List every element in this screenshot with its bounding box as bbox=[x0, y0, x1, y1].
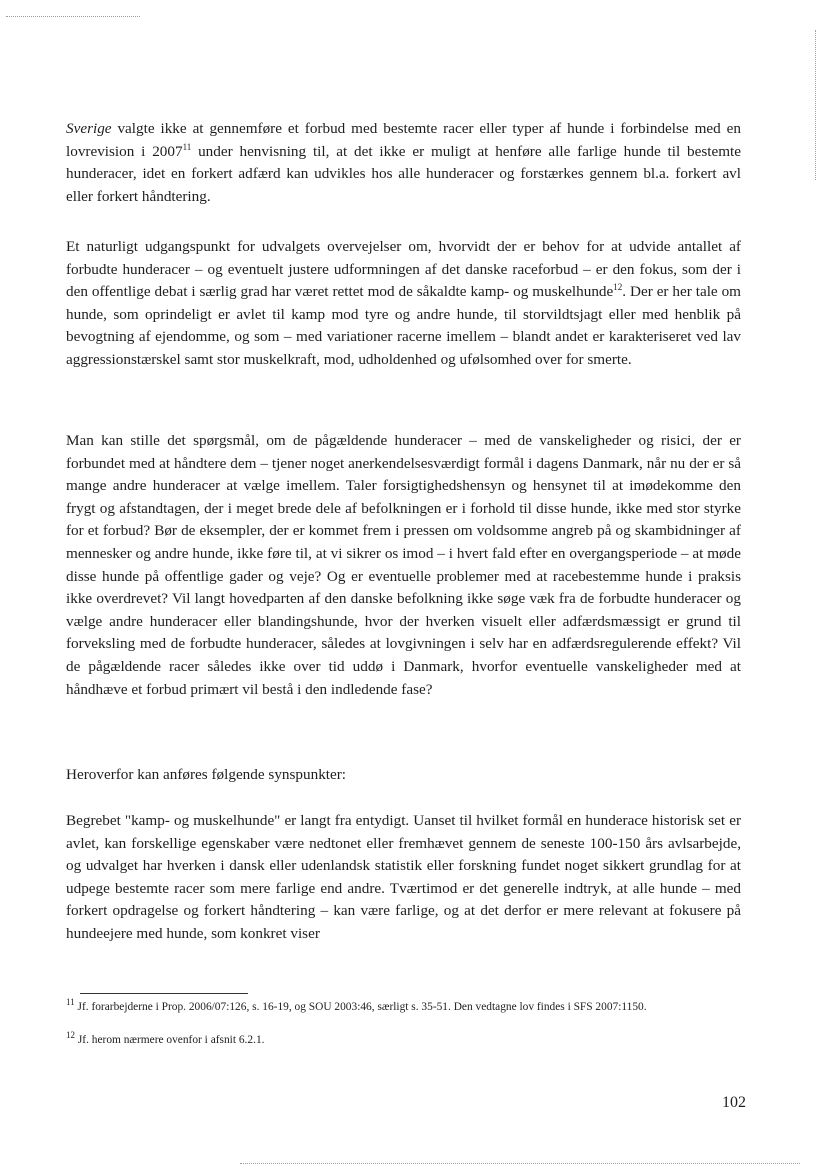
footnote-reference: 11 bbox=[182, 141, 192, 152]
footnote-11 bbox=[66, 997, 741, 1016]
paragraph-text: Man kan stille det spørgsmål, om de pågældende hunderacer – med de vanskeligheder og risici, der er forbundet med at håndtere dem – tjener noget anerkendelsesværdigt formål i dagens Danmark, når nu der er så mange andre hunderacer at vælge imellem. Taler forsigtighedshensyn og hensynet til at imødekomme den frygt og afstandtagen, der i meget brede dele af befolkningen er i forhold til disse hunde, ikke med stor styrke for et forbud? Bør de eksempler, der er kommet frem i pressen om voldsomme angreb på og skambidninger af mennesker og andre hunde, ikke føre til, at vi sikrer os imod – i hvert fald efter en overgangsperiode – at møde disse hunde på offentlige gader og veje? Og er eventuelle problemer med at racebestemme hunde i praksis ikke overdrevet? Vil langt hovedparten af den danske befolkning ikke søge væk fra de forbudte hunderacer og vælge andre hunderacer eller blandingshunde, hvor der hverken visuelt eller adfærdsmæssigt er grund til forveksling med de forbudte hunderacer, således at lovgivningen i selv har en adfærdsregulerende effekt? Vil de pågældende racer således ikke over tid uddø i Danmark, hvorfor eventuelle vanskeligheder med at håndhæve et forbud primært vil bestå i den indledende fase? bbox=[66, 432, 741, 698]
paragraph-synspunkter-intro bbox=[66, 764, 741, 787]
scan-edge-dots-top bbox=[6, 16, 140, 17]
paragraph-text: valgte ikke at gennemføre et forbud med bestemte racer eller typer af hunde i forbindelse med en lovrevision i 2007 bbox=[66, 120, 741, 160]
paragraph-text: Et naturligt udgangspunkt for udvalgets overvejelser om, hvorvidt der er behov for at udvide antallet af forbudte hunderacer – og eventuelt justere udformningen af det danske raceforbud – er den fokus, som der i den offentlige debat i særlig grad har været rettet mod de såkaldte kamp- og muskelhunde bbox=[66, 238, 741, 301]
paragraph-text: under henvisning til, at det ikke er muligt at henføre alle farlige hunde til bestemte hunderacer, idet en forkert adfærd kan udvikles hos alle hunderacer og forstærkes gennem bl.a. forkert avl eller forkert håndtering. bbox=[66, 142, 742, 205]
footnote-text: Jf. herom nærmere ovenfor i afsnit 6.2.1. bbox=[75, 1034, 265, 1046]
scan-edge-dots-bottom bbox=[240, 1163, 800, 1164]
paragraph-udgangspunkt bbox=[66, 236, 741, 372]
footnote-text: Jf. forarbejderne i Prop. 2006/07:126, s. 16-19, og SOU 2003:46, særligt s. 35-51. Den vedtagne lov findes i SFS 2007:1150. bbox=[74, 1001, 647, 1013]
paragraph-sverige bbox=[66, 118, 741, 208]
paragraph-begrebet bbox=[66, 810, 741, 946]
page-number: 102 bbox=[722, 1094, 746, 1111]
footnote-reference: 12 bbox=[613, 282, 623, 293]
country-name-italic: Sverige bbox=[66, 120, 112, 137]
footnote-mark: 12 bbox=[66, 1030, 75, 1041]
paragraph-text: . Der er her tale om hunde, som oprindeligt er avlet til kamp mod tyre og andre hunde, til storvildtsjagt eller med henblik på bevogtning af ejendomme, og som – med variationer racerne imellem – blandt andet er karakteriseret ved lav aggressionstærskel samt stor muskelkraft, mod, udholdenhed og ufølsomhed over for smerte. bbox=[66, 283, 741, 368]
footnote-mark: 11 bbox=[66, 997, 75, 1008]
footnote-separator bbox=[80, 993, 248, 994]
paragraph-text: Heroverfor kan anføres følgende synspunkter: bbox=[66, 766, 347, 783]
paragraph-text: Begrebet "kamp- og muskelhunde" er langt fra entydigt. Uanset til hvilket formål en hunderace historisk set er avlet, kan forskellige egenskaber være nedtonet eller fremhævet gennem de seneste 100-150 års avlsarbejde, og udvalget har hverken i dansk eller udenlandsk statistik eller forskning fundet noget sikkert grundlag for at udpege bestemte racer som mere farlige end andre. Tværtimod er det generelle indtryk, at alle hunde – med forkert opdragelse og forkert håndtering – kan være farlige, og at det derfor er mere relevant at fokusere på hundeejere med hunde, som konkret viser bbox=[66, 812, 741, 942]
footnote-12 bbox=[66, 1030, 741, 1049]
scan-edge-dots-right bbox=[815, 30, 816, 180]
paragraph-spoergsmaal bbox=[66, 430, 741, 701]
